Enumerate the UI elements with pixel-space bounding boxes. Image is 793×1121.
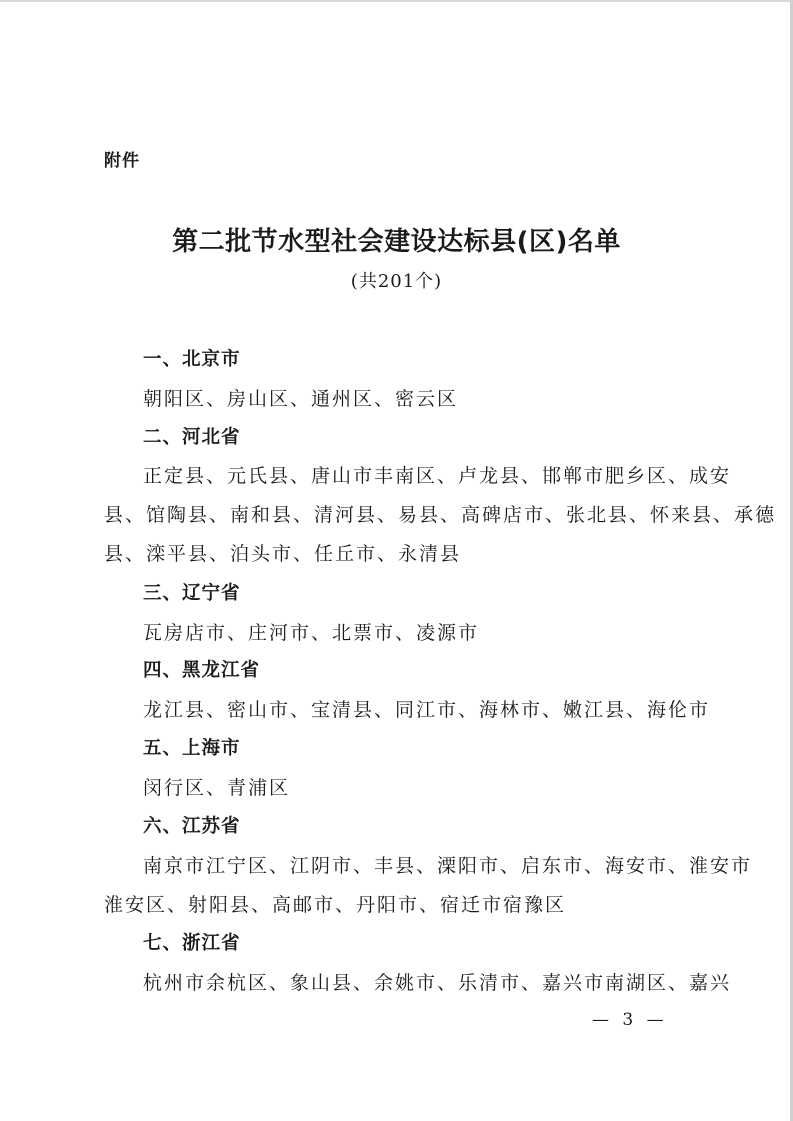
list-line: 杭州市余杭区、象山县、余姚市、乐清市、嘉兴市南湖区、嘉兴 <box>143 972 732 994</box>
scan-edge-top <box>0 0 793 2</box>
section-heading-hebei: 二、河北省 <box>143 427 241 448</box>
list-line: 龙江县、密山市、宝清县、同江市、海林市、嫩江县、海伦市 <box>143 699 711 721</box>
section-heading-heilongjiang: 四、黑龙江省 <box>143 660 261 681</box>
list-line: 正定县、元氏县、唐山市丰南区、卢龙县、邯郸市肥乡区、成安 <box>143 465 732 487</box>
section-heading-zhejiang: 七、浙江省 <box>143 933 241 954</box>
list-line: 瓦房店市、庄河市、北票市、凌源市 <box>143 622 480 644</box>
section-heading-beijing: 一、北京市 <box>143 349 241 370</box>
list-line: 朝阳区、房山区、通州区、密云区 <box>143 388 459 410</box>
section-heading-liaoning: 三、辽宁省 <box>143 583 241 604</box>
list-line: 县、滦平县、泊头市、任丘市、永清县 <box>104 543 462 565</box>
page-number: — 3 — <box>592 1010 668 1030</box>
document-title: 第二批节水型社会建设达标县(区)名单 <box>172 227 621 257</box>
list-line: 县、馆陶县、南和县、清河县、易县、高碑店市、张北县、怀来县、承德 <box>104 504 777 526</box>
document-subtitle: (共201个) <box>350 271 443 292</box>
section-heading-shanghai: 五、上海市 <box>143 738 241 759</box>
list-line: 淮安区、射阳县、高邮市、丹阳市、宿迁市宿豫区 <box>104 894 567 916</box>
list-line: 南京市江宁区、江阴市、丰县、溧阳市、启东市、海安市、淮安市 <box>143 855 753 877</box>
section-heading-jiangsu: 六、江苏省 <box>143 816 241 837</box>
list-line: 闵行区、青浦区 <box>143 777 291 799</box>
attachment-label: 附件 <box>104 151 140 171</box>
